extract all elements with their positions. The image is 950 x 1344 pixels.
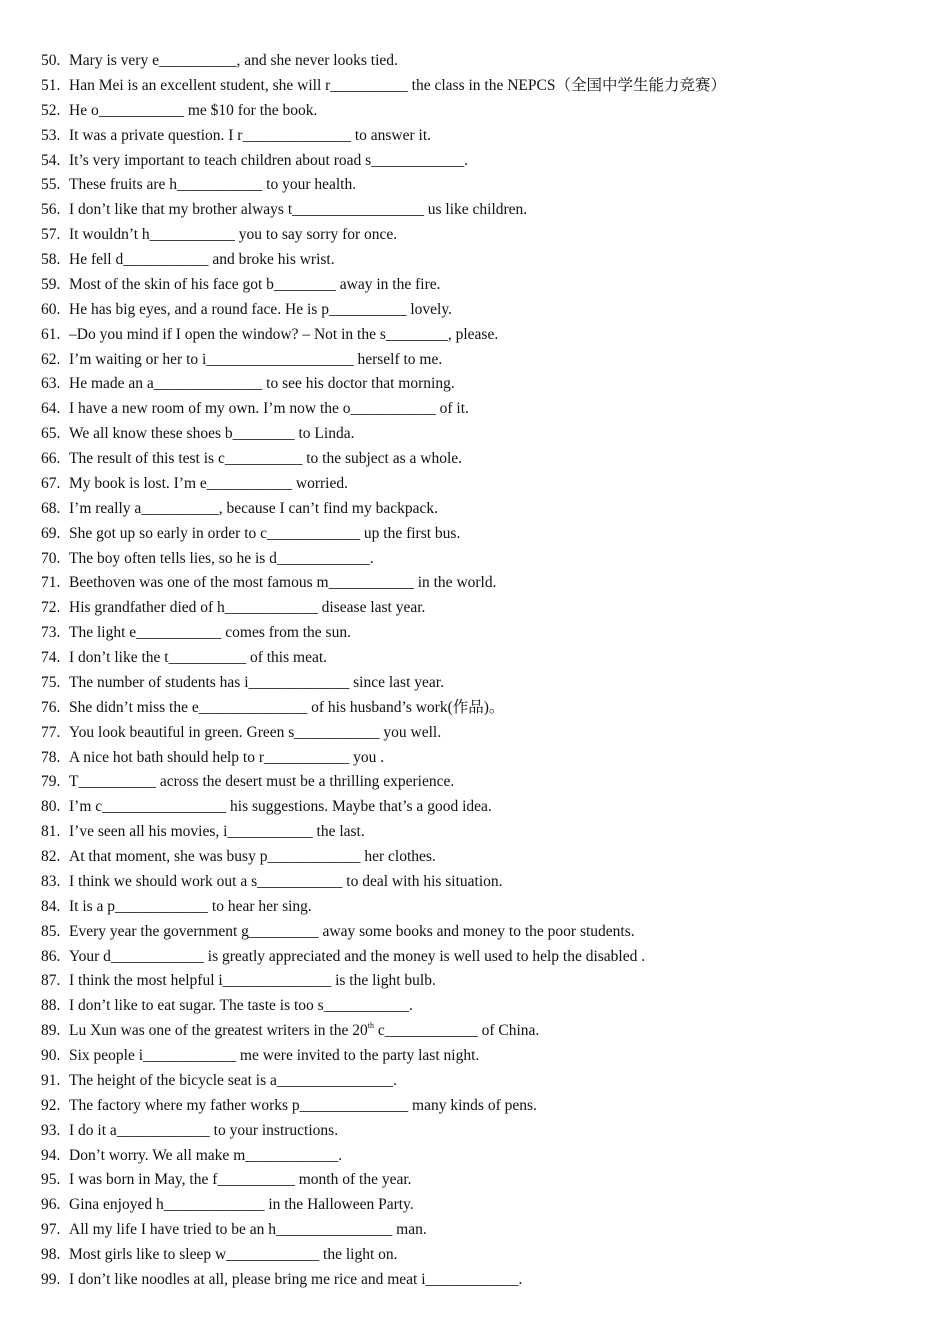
item-text: The result of this test is c__________ to the subject as a whole. bbox=[69, 450, 463, 467]
item-number: 90. bbox=[41, 1047, 61, 1064]
item-text: Han Mei is an excellent student, she will r__________ the class in the NEPCS（全国中学生能力竞赛） bbox=[69, 76, 726, 94]
exercise-page bbox=[0, 49, 950, 1293]
item-text: I’m waiting or her to i___________________ herself to me. bbox=[69, 350, 443, 368]
item-text: Every year the government g_________ away some books and money to the poor students. bbox=[69, 922, 635, 940]
exercise-item-86 bbox=[0, 945, 950, 970]
exercise-item-76 bbox=[0, 696, 950, 721]
item-text: I have a new room of my own. I’m now the o___________ of it. bbox=[69, 400, 469, 418]
item-text: I’m really a__________, because I can’t find my backpack. bbox=[69, 499, 438, 517]
exercise-item-94 bbox=[0, 1144, 950, 1169]
exercise-item-66 bbox=[0, 447, 950, 472]
exercise-item-59 bbox=[0, 273, 950, 298]
exercise-item-70 bbox=[0, 547, 950, 572]
item-text: She didn’t miss the e______________ of his husband’s work(作品)。 bbox=[69, 698, 505, 716]
exercise-item-95 bbox=[0, 1168, 950, 1193]
item-text: The boy often tells lies, so he is d____________. bbox=[69, 549, 374, 567]
item-number: 99. bbox=[41, 1270, 61, 1288]
item-text: I think the most helpful i______________ is the light bulb. bbox=[69, 972, 436, 990]
item-number: 54. bbox=[41, 151, 61, 169]
item-number: 66. bbox=[41, 450, 61, 467]
item-number: 97. bbox=[41, 1221, 61, 1239]
item-text: I think we should work out a s___________ to deal with his situation. bbox=[69, 872, 503, 890]
exercise-item-77 bbox=[0, 721, 950, 746]
exercise-item-99 bbox=[0, 1268, 950, 1293]
item-number: 64. bbox=[41, 400, 61, 418]
exercise-item-83 bbox=[0, 870, 950, 895]
exercise-item-92 bbox=[0, 1094, 950, 1119]
item-text-before: Lu Xun was one of the greatest writers in the 20 bbox=[69, 1022, 368, 1040]
item-number: 67. bbox=[41, 474, 61, 492]
exercise-item-84 bbox=[0, 895, 950, 920]
exercise-item-89 bbox=[0, 1019, 950, 1044]
item-number: 84. bbox=[41, 897, 61, 915]
item-number: 63. bbox=[41, 375, 61, 393]
item-number: 92. bbox=[41, 1096, 61, 1114]
item-number: 55. bbox=[41, 176, 61, 194]
item-number: 77. bbox=[41, 723, 61, 741]
exercise-item-74 bbox=[0, 646, 950, 671]
item-number: 89. bbox=[41, 1022, 61, 1040]
exercise-item-68 bbox=[0, 497, 950, 522]
item-text: Your d____________ is greatly appreciated and the money is well used to help the disabled . bbox=[69, 947, 646, 965]
item-text: We all know these shoes b________ to Linda. bbox=[69, 425, 355, 443]
exercise-item-73 bbox=[0, 621, 950, 646]
item-number: 52. bbox=[41, 101, 61, 119]
item-number: 51. bbox=[41, 76, 61, 94]
exercise-item-62 bbox=[0, 348, 950, 373]
exercise-item-78 bbox=[0, 746, 950, 771]
item-text: All my life I have tried to be an h_______________ man. bbox=[69, 1221, 427, 1239]
item-text bbox=[69, 1019, 539, 1044]
item-text: Most of the skin of his face got b________ away in the fire. bbox=[69, 275, 441, 293]
item-number: 71. bbox=[41, 574, 61, 592]
item-text: He fell d___________ and broke his wrist. bbox=[69, 251, 335, 268]
item-number: 73. bbox=[41, 624, 61, 642]
exercise-item-58 bbox=[0, 248, 950, 273]
exercise-item-57 bbox=[0, 223, 950, 248]
item-number: 53. bbox=[41, 126, 61, 144]
item-text: My book is lost. I’m e___________ worried. bbox=[69, 474, 348, 492]
item-text: The height of the bicycle seat is a_______________. bbox=[69, 1071, 398, 1089]
item-text: Gina enjoyed h_____________ in the Halloween Party. bbox=[69, 1196, 414, 1214]
exercise-item-54 bbox=[0, 149, 950, 174]
exercise-item-52 bbox=[0, 99, 950, 124]
item-number: 87. bbox=[41, 972, 61, 990]
exercise-item-65 bbox=[0, 422, 950, 447]
item-text: It was a private question. I r______________ to answer it. bbox=[69, 126, 432, 144]
item-text: He made an a______________ to see his doctor that morning. bbox=[69, 375, 455, 393]
item-text: His grandfather died of h____________ disease last year. bbox=[69, 599, 426, 617]
item-text: Most girls like to sleep w____________ the light on. bbox=[69, 1246, 398, 1263]
item-text: She got up so early in order to c____________ up the first bus. bbox=[69, 524, 461, 542]
ordinal-suffix: th bbox=[367, 1021, 374, 1031]
item-text-after: c____________ of China. bbox=[373, 1022, 540, 1040]
item-number: 78. bbox=[41, 748, 61, 766]
item-number: 56. bbox=[41, 201, 61, 219]
exercise-item-72 bbox=[0, 596, 950, 621]
exercise-item-97 bbox=[0, 1218, 950, 1243]
item-text: It wouldn’t h___________ you to say sorry for once. bbox=[69, 226, 398, 244]
item-text: I’m c________________ his suggestions. Maybe that’s a good idea. bbox=[69, 798, 492, 816]
item-number: 58. bbox=[41, 251, 61, 268]
exercise-item-71 bbox=[0, 571, 950, 596]
exercise-item-79 bbox=[0, 770, 950, 795]
item-number: 76. bbox=[41, 698, 61, 716]
item-number: 68. bbox=[41, 499, 61, 517]
item-text: I don’t like the t__________ of this meat. bbox=[69, 649, 328, 666]
exercise-item-63 bbox=[0, 372, 950, 397]
item-number: 65. bbox=[41, 425, 61, 443]
item-number: 60. bbox=[41, 300, 61, 318]
item-text: I don’t like to eat sugar. The taste is too s___________. bbox=[69, 997, 413, 1015]
item-number: 85. bbox=[41, 922, 61, 940]
item-number: 95. bbox=[41, 1171, 61, 1189]
item-number: 93. bbox=[41, 1121, 61, 1139]
item-number: 70. bbox=[41, 549, 61, 567]
item-text: He o___________ me $10 for the book. bbox=[69, 101, 318, 119]
exercise-item-60 bbox=[0, 298, 950, 323]
exercise-item-87 bbox=[0, 969, 950, 994]
exercise-item-50 bbox=[0, 49, 950, 74]
item-number: 80. bbox=[41, 798, 61, 816]
item-number: 86. bbox=[41, 947, 61, 965]
item-number: 69. bbox=[41, 524, 61, 542]
item-number: 74. bbox=[41, 649, 61, 666]
item-text: It’s very important to teach children about road s____________. bbox=[69, 151, 469, 169]
item-text: Six people i____________ me were invited to the party last night. bbox=[69, 1047, 480, 1064]
exercise-item-90 bbox=[0, 1044, 950, 1069]
item-text: You look beautiful in green. Green s___________ you well. bbox=[69, 723, 442, 741]
exercise-item-56 bbox=[0, 198, 950, 223]
item-text: T__________ across the desert must be a thrilling experience. bbox=[69, 773, 455, 791]
item-number: 82. bbox=[41, 848, 61, 865]
exercise-item-75 bbox=[0, 671, 950, 696]
item-text: –Do you mind if I open the window? – Not in the s________, please. bbox=[69, 325, 499, 343]
item-number: 72. bbox=[41, 599, 61, 617]
item-number: 79. bbox=[41, 773, 61, 791]
item-text: The light e___________ comes from the sun. bbox=[69, 624, 351, 642]
item-number: 83. bbox=[41, 872, 61, 890]
exercise-item-61 bbox=[0, 323, 950, 348]
item-text: I was born in May, the f__________ month of the year. bbox=[69, 1171, 412, 1189]
exercise-item-67 bbox=[0, 472, 950, 497]
item-text: Beethoven was one of the most famous m___________ in the world. bbox=[69, 574, 497, 592]
item-text: He has big eyes, and a round face. He is p__________ lovely. bbox=[69, 300, 452, 318]
item-number: 96. bbox=[41, 1196, 61, 1214]
exercise-item-91 bbox=[0, 1069, 950, 1094]
exercise-item-96 bbox=[0, 1193, 950, 1218]
item-number: 91. bbox=[41, 1071, 61, 1089]
item-text: At that moment, she was busy p____________ her clothes. bbox=[69, 848, 436, 865]
item-number: 98. bbox=[41, 1246, 61, 1263]
item-number: 61. bbox=[41, 325, 61, 343]
item-number: 88. bbox=[41, 997, 61, 1015]
item-text: Mary is very e__________, and she never looks tied. bbox=[69, 52, 398, 69]
exercise-item-51 bbox=[0, 74, 950, 99]
item-text: I do it a____________ to your instructions. bbox=[69, 1121, 339, 1139]
exercise-item-98 bbox=[0, 1243, 950, 1268]
exercise-item-53 bbox=[0, 124, 950, 149]
item-text: These fruits are h___________ to your health. bbox=[69, 176, 357, 194]
exercise-item-69 bbox=[0, 522, 950, 547]
item-text: I don’t like noodles at all, please bring me rice and meat i____________. bbox=[69, 1270, 523, 1288]
item-number: 94. bbox=[41, 1146, 61, 1164]
exercise-item-82 bbox=[0, 845, 950, 870]
item-number: 62. bbox=[41, 350, 61, 368]
exercise-item-88 bbox=[0, 994, 950, 1019]
item-number: 59. bbox=[41, 275, 61, 293]
item-text: I’ve seen all his movies, i___________ the last. bbox=[69, 823, 365, 841]
item-number: 57. bbox=[41, 226, 61, 244]
item-text: I don’t like that my brother always t_________________ us like children. bbox=[69, 201, 528, 219]
item-text: A nice hot bath should help to r___________ you . bbox=[69, 748, 385, 766]
item-text: It is a p____________ to hear her sing. bbox=[69, 897, 312, 915]
item-number: 81. bbox=[41, 823, 61, 841]
item-number: 50. bbox=[41, 52, 61, 69]
exercise-item-93 bbox=[0, 1119, 950, 1144]
exercise-item-85 bbox=[0, 920, 950, 945]
item-text: The factory where my father works p______________ many kinds of pens. bbox=[69, 1096, 537, 1114]
item-text: The number of students has i_____________ since last year. bbox=[69, 673, 444, 691]
exercise-item-80 bbox=[0, 795, 950, 820]
exercise-item-81 bbox=[0, 820, 950, 845]
item-number: 75. bbox=[41, 673, 61, 691]
item-text: Don’t worry. We all make m____________. bbox=[69, 1146, 343, 1164]
exercise-item-64 bbox=[0, 397, 950, 422]
exercise-item-55 bbox=[0, 173, 950, 198]
